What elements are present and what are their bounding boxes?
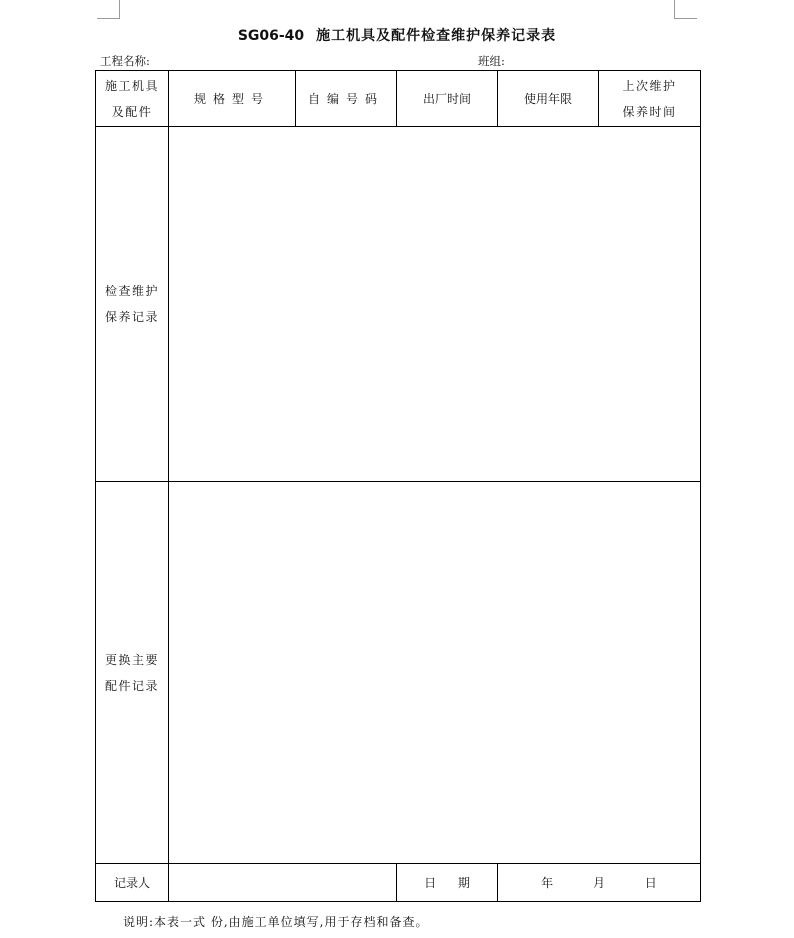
header-spec-model: 规格型号 (169, 71, 296, 127)
footer-row (96, 864, 701, 902)
recorder-field[interactable] (169, 864, 397, 902)
header-service-life: 使用年限 (498, 71, 599, 127)
maintenance-record-row (96, 127, 701, 482)
parts-record-row (96, 482, 701, 864)
form-title (95, 25, 699, 45)
header-last-maintenance: 上次维护 保养时间 (599, 71, 701, 127)
date-label: 日 期 (397, 864, 498, 902)
form-name: 施工机具及配件检查维护保养记录表 (316, 28, 557, 44)
crop-mark-top-left (97, 0, 120, 19)
maintenance-record-label: 检查维护 保养记录 (96, 127, 169, 482)
team-label: 班组: (478, 54, 505, 68)
header-self-number: 自编号码 (296, 71, 397, 127)
header-factory-date: 出厂时间 (397, 71, 498, 127)
record-table (95, 70, 701, 902)
parts-record-label: 更换主要 配件记录 (96, 482, 169, 864)
maintenance-record-field[interactable] (169, 127, 701, 482)
header-row (96, 71, 701, 127)
project-name-label: 工程名称: (100, 54, 150, 68)
form-note: 说明:本表一式 份,由施工单位填写,用于存档和备查。 (123, 915, 429, 929)
crop-mark-top-right (674, 0, 697, 19)
date-field[interactable]: 年 月 日 (498, 864, 701, 902)
header-equipment: 施工机具 及配件 (96, 71, 169, 127)
form-code: SG06-40 (237, 28, 305, 44)
recorder-label: 记录人 (96, 864, 169, 902)
parts-record-field[interactable] (169, 482, 701, 864)
